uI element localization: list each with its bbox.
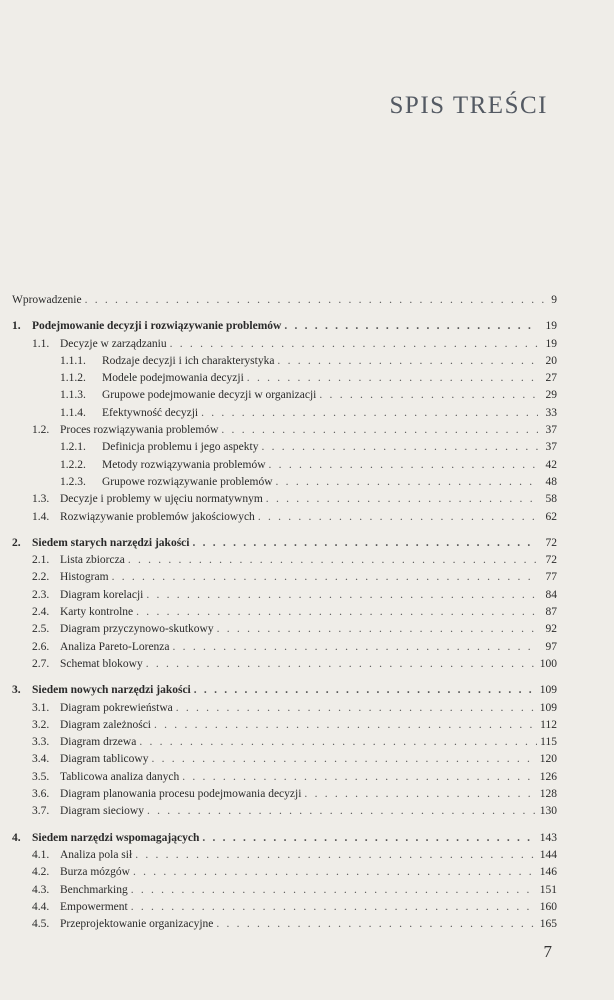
toc-entry-page: 126	[539, 770, 557, 783]
toc-entry-page: 100	[539, 657, 557, 670]
toc-entry-page: 37	[545, 424, 557, 437]
toc-section	[12, 569, 557, 586]
toc-section	[12, 639, 557, 656]
toc-entry-label: Efektywność decyzji	[102, 406, 199, 419]
toc-entry-label: Analiza Pareto-Lorenza	[60, 640, 170, 653]
toc-entry-label: Siedem narzędzi wspomagających	[32, 831, 200, 844]
toc-entry-page: 109	[539, 701, 557, 714]
toc-section	[12, 899, 557, 916]
toc-section	[12, 336, 557, 353]
toc-entry-page: 48	[545, 475, 557, 488]
toc-entry-label: Definicja problemu i jego aspekty	[102, 441, 259, 454]
toc-entry-number: 2.5.	[32, 623, 50, 636]
toc-entry-label: Siedem starych narzędzi jakości	[32, 536, 190, 549]
toc-entry-number: 3.3.	[32, 736, 50, 749]
toc-entry-page: 109	[539, 684, 557, 697]
toc-entry-number: 3.1.	[32, 701, 50, 714]
toc-section	[12, 656, 557, 673]
toc-section	[12, 509, 557, 526]
toc-entry-page: 120	[539, 753, 557, 766]
toc-entry-number: 4.2.	[32, 866, 50, 879]
toc-entry-page: 144	[539, 848, 557, 861]
toc-subsection	[12, 387, 557, 404]
toc-entry-page: 92	[545, 623, 557, 636]
toc-section	[12, 604, 557, 621]
toc-entry-number: 4.1.	[32, 848, 50, 861]
toc-entry-number: 3.7.	[32, 805, 50, 818]
toc-entry-intro	[12, 292, 557, 309]
toc-entry-page: 87	[545, 606, 557, 619]
toc-entry-number: 1.2.3.	[60, 475, 86, 488]
toc-entry-number: 3.4.	[32, 753, 50, 766]
toc-entry-label: Decyzje i problemy w ujęciu normatywnym	[60, 493, 263, 506]
toc-entry-page: 165	[539, 918, 557, 931]
toc-entry-number: 2.6.	[32, 640, 50, 653]
dot-leader	[261, 439, 538, 456]
dot-leader	[192, 535, 538, 552]
toc-entry-page: 143	[539, 831, 557, 844]
toc-entry-number: 1.1.	[32, 337, 50, 350]
toc-entry-number: 4.5.	[32, 918, 50, 931]
toc-entry-label: Schemat blokowy	[60, 657, 143, 670]
toc-entry-page: 42	[545, 458, 557, 471]
toc-entry-number: 3.2.	[32, 718, 50, 731]
toc-entry-number: 3.5.	[32, 770, 50, 783]
toc-entry-number: 1.1.1.	[60, 354, 86, 367]
toc-entry-page: 97	[545, 640, 557, 653]
dot-leader	[146, 656, 537, 673]
toc-entry-page: 19	[545, 320, 557, 333]
toc-entry-number: 1.	[12, 320, 21, 333]
dot-leader	[131, 882, 537, 899]
toc-section	[12, 786, 557, 803]
toc-entry-number: 1.1.3.	[60, 389, 86, 402]
toc-entry-label: Metody rozwiązywania problemów	[102, 458, 266, 471]
toc-entry-number: 2.2.	[32, 571, 50, 584]
toc-entry-label: Histogram	[60, 571, 109, 584]
toc-entry-label: Diagram sieciowy	[60, 805, 144, 818]
dot-leader	[128, 552, 538, 569]
dot-leader	[277, 353, 538, 370]
toc-section	[12, 621, 557, 638]
toc-entry-page: 9	[551, 294, 557, 306]
toc-entry-label: Rozwiązywanie problemów jakościowych	[60, 510, 255, 523]
table-of-contents	[12, 292, 557, 933]
toc-entry-number: 1.2.2.	[60, 458, 86, 471]
toc-entry-label: Diagram planowania procesu podejmowania decyzji	[60, 788, 302, 801]
dot-leader	[170, 336, 538, 353]
dot-leader	[151, 751, 536, 768]
dot-leader	[258, 509, 538, 526]
toc-entry-number: 1.1.2.	[60, 372, 86, 385]
dot-leader	[136, 604, 538, 621]
dot-leader	[176, 700, 537, 717]
toc-entry-label: Analiza pola sił	[60, 848, 133, 861]
toc-entry-label: Empowerment	[60, 900, 128, 913]
toc-entry-label: Przeprojektowanie organizacyjne	[60, 918, 214, 931]
toc-section	[12, 700, 557, 717]
toc-entry-label: Diagram drzewa	[60, 736, 137, 749]
dot-leader	[319, 387, 538, 404]
toc-entry-number: 2.	[12, 536, 21, 549]
dot-leader	[217, 621, 538, 638]
dot-leader	[85, 292, 544, 309]
toc-section	[12, 769, 557, 786]
toc-entry-page: 29	[545, 389, 557, 402]
dot-leader	[154, 717, 537, 734]
toc-entry-label: Tablicowa analiza danych	[60, 770, 180, 783]
toc-entry-number: 2.7.	[32, 657, 50, 670]
toc-entry-label: Grupowe rozwiązywanie problemów	[102, 475, 273, 488]
dot-leader	[201, 405, 538, 422]
toc-entry-label: Benchmarking	[60, 883, 128, 896]
toc-entry-label: Karty kontrolne	[60, 606, 134, 619]
toc-entry-number: 2.3.	[32, 588, 50, 601]
toc-section	[12, 916, 557, 933]
dot-leader	[146, 587, 538, 604]
toc-entry-page: 151	[539, 883, 557, 896]
dot-leader	[304, 786, 536, 803]
dot-leader	[135, 847, 537, 864]
toc-entry-number: 4.3.	[32, 883, 50, 896]
toc-entry-page: 128	[539, 788, 557, 801]
toc-entry-page: 130	[539, 805, 557, 818]
toc-section	[12, 734, 557, 751]
toc-section	[12, 587, 557, 604]
toc-entry-label: Diagram pokrewieństwa	[60, 701, 173, 714]
toc-entry-page: 19	[545, 337, 557, 350]
toc-entry-label: Diagram przyczynowo-skutkowy	[60, 623, 214, 636]
toc-entry-number: 2.4.	[32, 606, 50, 619]
toc-entry-page: 27	[545, 372, 557, 385]
dot-leader	[147, 803, 537, 820]
toc-entry-number: 1.2.1.	[60, 441, 86, 454]
toc-entry-number: 1.2.	[32, 424, 50, 437]
toc-entry-number: 2.1.	[32, 554, 50, 567]
dot-leader	[131, 899, 537, 916]
toc-entry-number: 4.	[12, 831, 21, 844]
toc-subsection	[12, 457, 557, 474]
dot-leader	[221, 422, 538, 439]
toc-entry-number: 3.6.	[32, 788, 50, 801]
toc-entry-label: Proces rozwiązywania problemów	[60, 424, 219, 437]
toc-entry-page: 20	[545, 354, 557, 367]
toc-chapter	[12, 318, 557, 335]
dot-leader	[139, 734, 537, 751]
toc-entry-label: Wprowadzenie	[12, 294, 82, 306]
toc-chapter	[12, 535, 557, 552]
toc-entry-number: 1.4.	[32, 510, 50, 523]
toc-section	[12, 491, 557, 508]
toc-section	[12, 803, 557, 820]
toc-entry-page: 37	[545, 441, 557, 454]
toc-subsection	[12, 439, 557, 456]
toc-chapter	[12, 682, 557, 699]
toc-section	[12, 552, 557, 569]
toc-entry-page: 72	[545, 554, 557, 567]
toc-entry-label: Burza mózgów	[60, 866, 130, 879]
toc-entry-label: Rodzaje decyzji i ich charakterystyka	[102, 354, 275, 367]
toc-section	[12, 882, 557, 899]
toc-subsection	[12, 353, 557, 370]
dot-leader	[276, 474, 538, 491]
toc-entry-number: 1.1.4.	[60, 406, 86, 419]
toc-entry-page: 146	[539, 866, 557, 879]
toc-section	[12, 717, 557, 734]
toc-entry-page: 58	[545, 493, 557, 506]
toc-entry-page: 112	[540, 718, 557, 731]
dot-leader	[112, 569, 538, 586]
toc-chapters	[12, 318, 557, 933]
toc-entry-page: 160	[539, 900, 557, 913]
toc-entry-page: 115	[540, 736, 557, 749]
toc-entry-page: 33	[545, 406, 557, 419]
page-title: SPIS TREŚCI	[389, 92, 548, 119]
page-number: 7	[543, 942, 552, 961]
toc-entry-number: 3.	[12, 684, 21, 697]
toc-subsection	[12, 474, 557, 491]
toc-subsection	[12, 405, 557, 422]
dot-leader	[247, 370, 538, 387]
toc-entry-page: 62	[545, 510, 557, 523]
toc-chapter	[12, 830, 557, 847]
toc-section	[12, 751, 557, 768]
dot-leader	[269, 457, 538, 474]
toc-entry-label: Modele podejmowania decyzji	[102, 372, 244, 385]
toc-entry-label: Diagram korelacji	[60, 588, 144, 601]
toc-entry-label: Decyzje w zarządzaniu	[60, 337, 167, 350]
toc-entry-number: 1.3.	[32, 493, 50, 506]
dot-leader	[202, 830, 536, 847]
toc-entry-label: Diagram zależności	[60, 718, 151, 731]
dot-leader	[182, 769, 537, 786]
dot-leader	[173, 639, 538, 656]
toc-section	[12, 847, 557, 864]
toc-entry-label: Grupowe podejmowanie decyzji w organizacji	[102, 389, 317, 402]
toc-entry-label: Siedem nowych narzędzi jakości	[32, 684, 191, 697]
dot-leader	[266, 491, 538, 508]
toc-section	[12, 864, 557, 881]
dot-leader	[216, 916, 536, 933]
toc-subsection	[12, 370, 557, 387]
toc-entry-label: Podejmowanie decyzji i rozwiązywanie problemów	[32, 320, 282, 333]
toc-entry-page: 84	[545, 588, 557, 601]
dot-leader	[284, 318, 538, 335]
toc-section	[12, 422, 557, 439]
toc-entry-number: 4.4.	[32, 900, 50, 913]
dot-leader	[133, 864, 537, 881]
toc-entry-page: 72	[545, 536, 557, 549]
toc-entry-label: Diagram tablicowy	[60, 753, 149, 766]
toc-entry-label: Lista zbiorcza	[60, 554, 125, 567]
toc-entry-page: 77	[545, 571, 557, 584]
dot-leader	[194, 682, 537, 699]
